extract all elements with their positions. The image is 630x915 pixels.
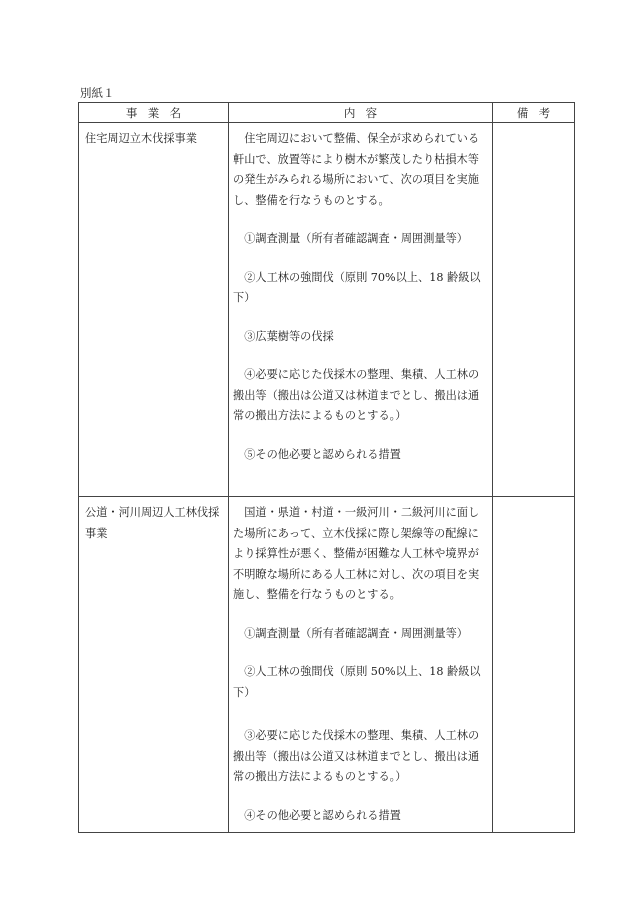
content-item: ④その他必要と認められる措置 (244, 808, 401, 822)
project-name-cell (79, 123, 229, 497)
content-intro: 住宅周辺において整備、保全が求められている軒山で、放置等により樹木が繁茂したり枯損木等の発生がみられる場所において、次の項目を実施し、整備を行なうものとする。 (233, 132, 480, 207)
project-name: 公道・河川周辺人工林伐採事業 (85, 506, 220, 540)
table-header-row (79, 103, 575, 123)
header-content: 内容 (229, 103, 493, 123)
content-item: ②人工林の強間伐（原則 50%以上、18 齢級以下） (233, 665, 481, 699)
content-item: ②人工林の強間伐（原則 70%以上、18 齢級以下） (233, 270, 481, 304)
project-table (78, 102, 575, 833)
remarks-cell (493, 123, 575, 497)
content-item: ③広葉樹等の伐採 (244, 329, 334, 343)
content-cell (229, 497, 493, 833)
content-cell (229, 123, 493, 497)
project-name-cell (79, 497, 229, 833)
table-row (79, 497, 575, 833)
header-remarks: 備考 (493, 103, 575, 123)
content-intro: 国道・県道・村道・一級河川・二級河川に面した場所にあって、立木伐採に際し架線等の配線により採算性が悪く、整備が困難な人工林や境界が不明瞭な場所にある人工林に対し、次の項目を実施し、整備を行なうものとする。 (233, 506, 480, 601)
content-item: ④必要に応じた伐採木の整理、集積、人工林の搬出等（搬出は公道又は林道までとし、搬出は通常の搬出方法によるものとする。） (233, 368, 480, 422)
content-item: ①調査測量（所有者確認調査・周囲測量等） (244, 232, 468, 245)
project-name: 住宅周辺立木伐採事業 (85, 132, 197, 145)
content-item: ③必要に応じた伐採木の整理、集積、人工林の搬出等（搬出は公道又は林道までとし、搬出は通常の搬出方法によるものとする。） (233, 729, 480, 783)
table-row (79, 123, 575, 497)
content-item: ⑤その他必要と認められる措置 (244, 447, 401, 461)
header-project-name: 事業名 (79, 103, 229, 123)
remarks-cell (493, 497, 575, 833)
content-item: ①調査測量（所有者確認調査・周囲測量等） (244, 626, 468, 640)
document-label: 別紙１ (80, 86, 115, 100)
